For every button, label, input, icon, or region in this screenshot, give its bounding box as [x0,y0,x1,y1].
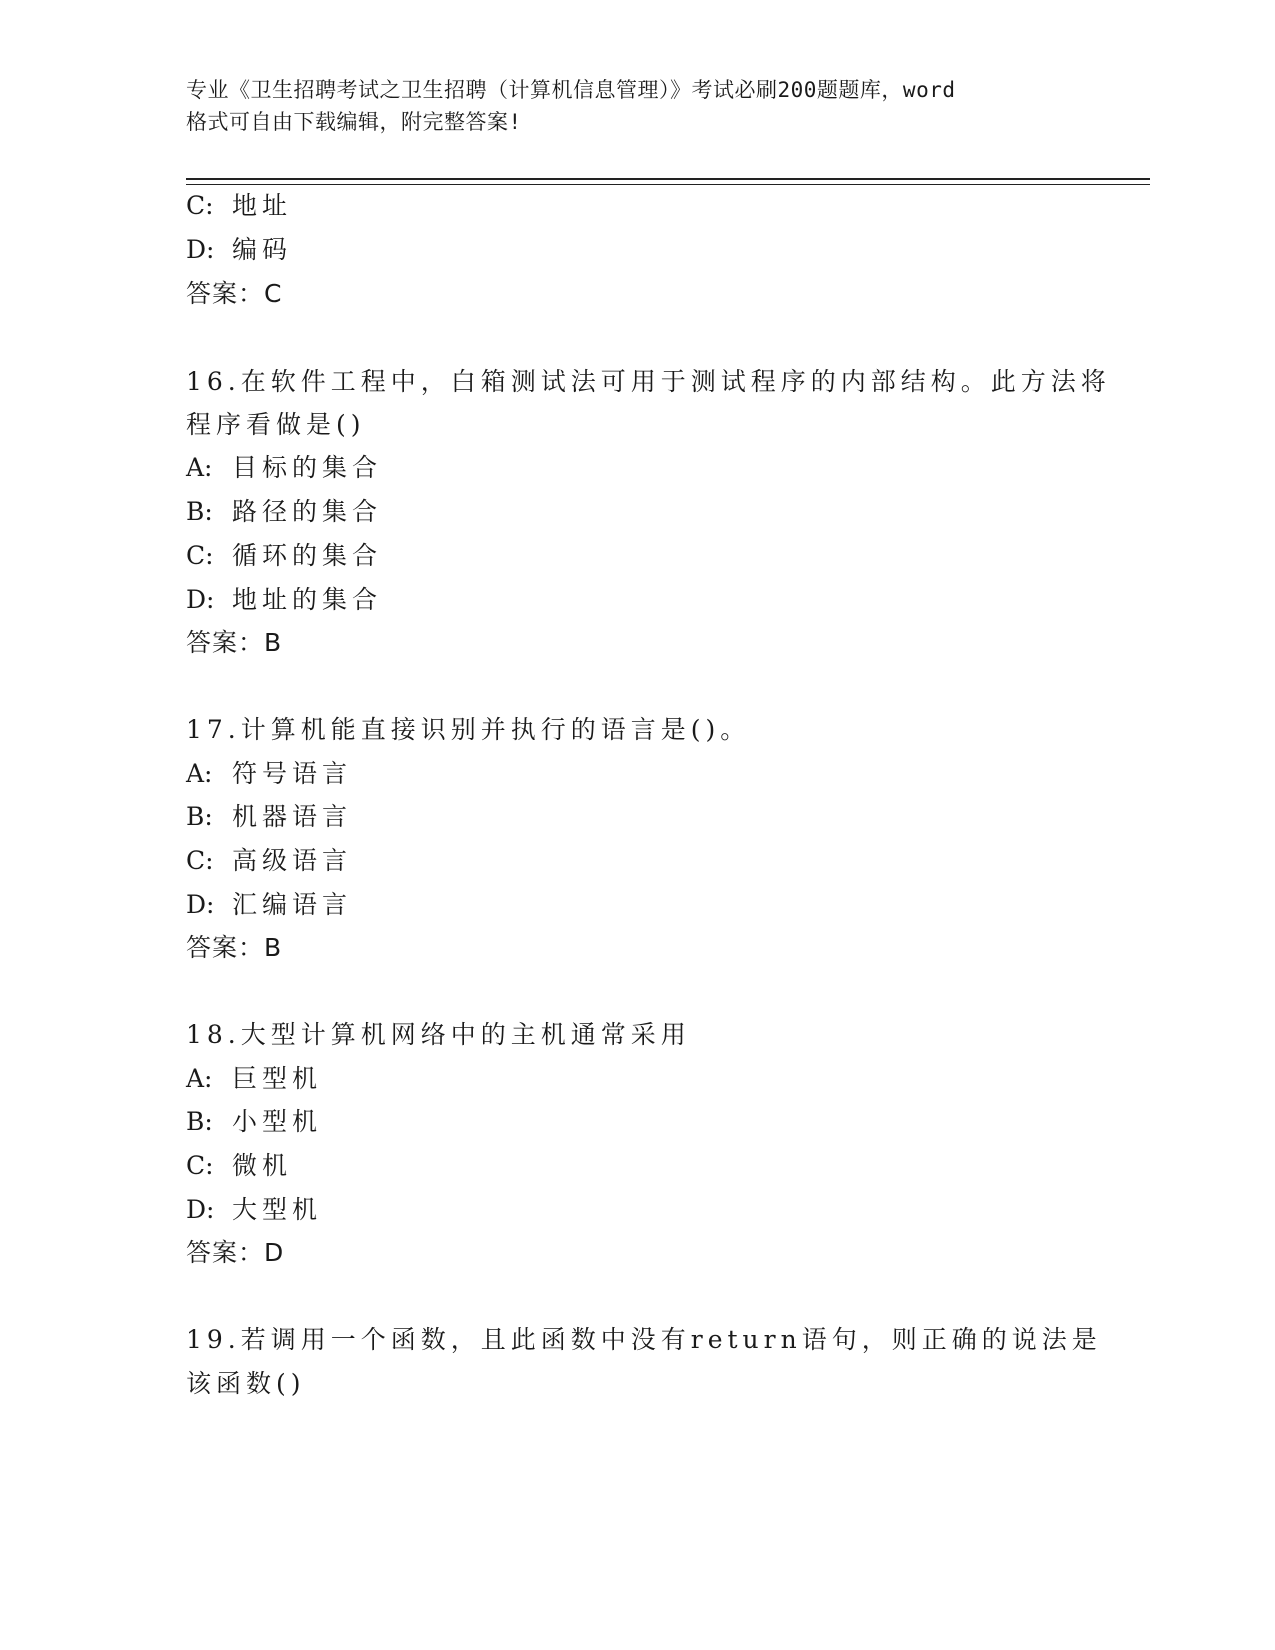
option-text: 地址 [232,191,293,220]
q17-answer: 答案：B [186,933,283,962]
option-text: 符号语言 [232,759,353,788]
option-letter: D: [186,1195,215,1224]
option-text: 小型机 [232,1107,323,1136]
option-text: 巨型机 [232,1064,323,1093]
option-letter: C: [186,191,214,220]
option-letter: B: [186,802,213,831]
q18-answer: 答案：D [186,1238,285,1267]
option-letter: D: [186,235,215,264]
q16-answer: 答案：B [186,628,283,657]
q18-stem-line1: 18.大型计算机网络中的主机通常采用 [186,1020,691,1049]
option-letter: C: [186,541,214,570]
q16-stem-line2: 程序看做是() [186,410,366,439]
q18-option-b [186,1102,322,1138]
option-letter: A: [186,759,213,788]
option-text: 机器语言 [232,802,353,831]
option-letter: D: [186,585,215,614]
q17-option-c [186,841,352,877]
option-text: 目标的集合 [232,453,383,482]
q16-option-a [186,448,382,484]
header-divider-thick [186,178,1150,180]
q18-option-d [186,1190,322,1226]
q17-stem-line1: 17.计算机能直接识别并执行的语言是()。 [186,715,751,744]
header-title-line1: 专业《卫生招聘考试之卫生招聘（计算机信息管理）》考试必刷200题题库，word [186,78,956,102]
prev-option-c [186,186,292,222]
q19-stem-line1: 19.若调用一个函数，且此函数中没有return语句，则正确的说法是 [186,1325,1102,1354]
q18-option-a [186,1059,322,1095]
option-text: 路径的集合 [232,497,383,526]
q19-stem-line2: 该函数() [186,1369,306,1398]
option-letter: D: [186,890,215,919]
option-text: 微机 [232,1151,293,1180]
option-letter: A: [186,1064,213,1093]
q17-option-b [186,797,352,833]
option-text: 编码 [232,235,293,264]
q17-option-a [186,754,352,790]
header-title-line2: 格式可自由下载编辑，附完整答案! [186,110,522,134]
q16-stem-line1: 16.在软件工程中，白箱测试法可用于测试程序的内部结构。此方法将 [186,367,1111,396]
q16-option-c [186,536,382,572]
q17-option-d [186,885,352,921]
q18-option-c [186,1146,292,1182]
option-letter: C: [186,846,214,875]
document-header [186,74,1086,138]
q16-option-b [186,492,382,528]
option-text: 汇编语言 [232,890,353,919]
option-text: 高级语言 [232,846,353,875]
option-letter: B: [186,497,213,526]
option-text: 大型机 [232,1195,323,1224]
option-letter: C: [186,1151,214,1180]
option-letter: B: [186,1107,213,1136]
option-letter: A: [186,453,213,482]
header-divider-thin [186,184,1150,185]
prev-option-d [186,230,292,266]
option-text: 地址的集合 [232,585,383,614]
prev-answer: 答案：C [186,279,283,308]
q16-option-d [186,580,382,616]
option-text: 循环的集合 [232,541,383,570]
